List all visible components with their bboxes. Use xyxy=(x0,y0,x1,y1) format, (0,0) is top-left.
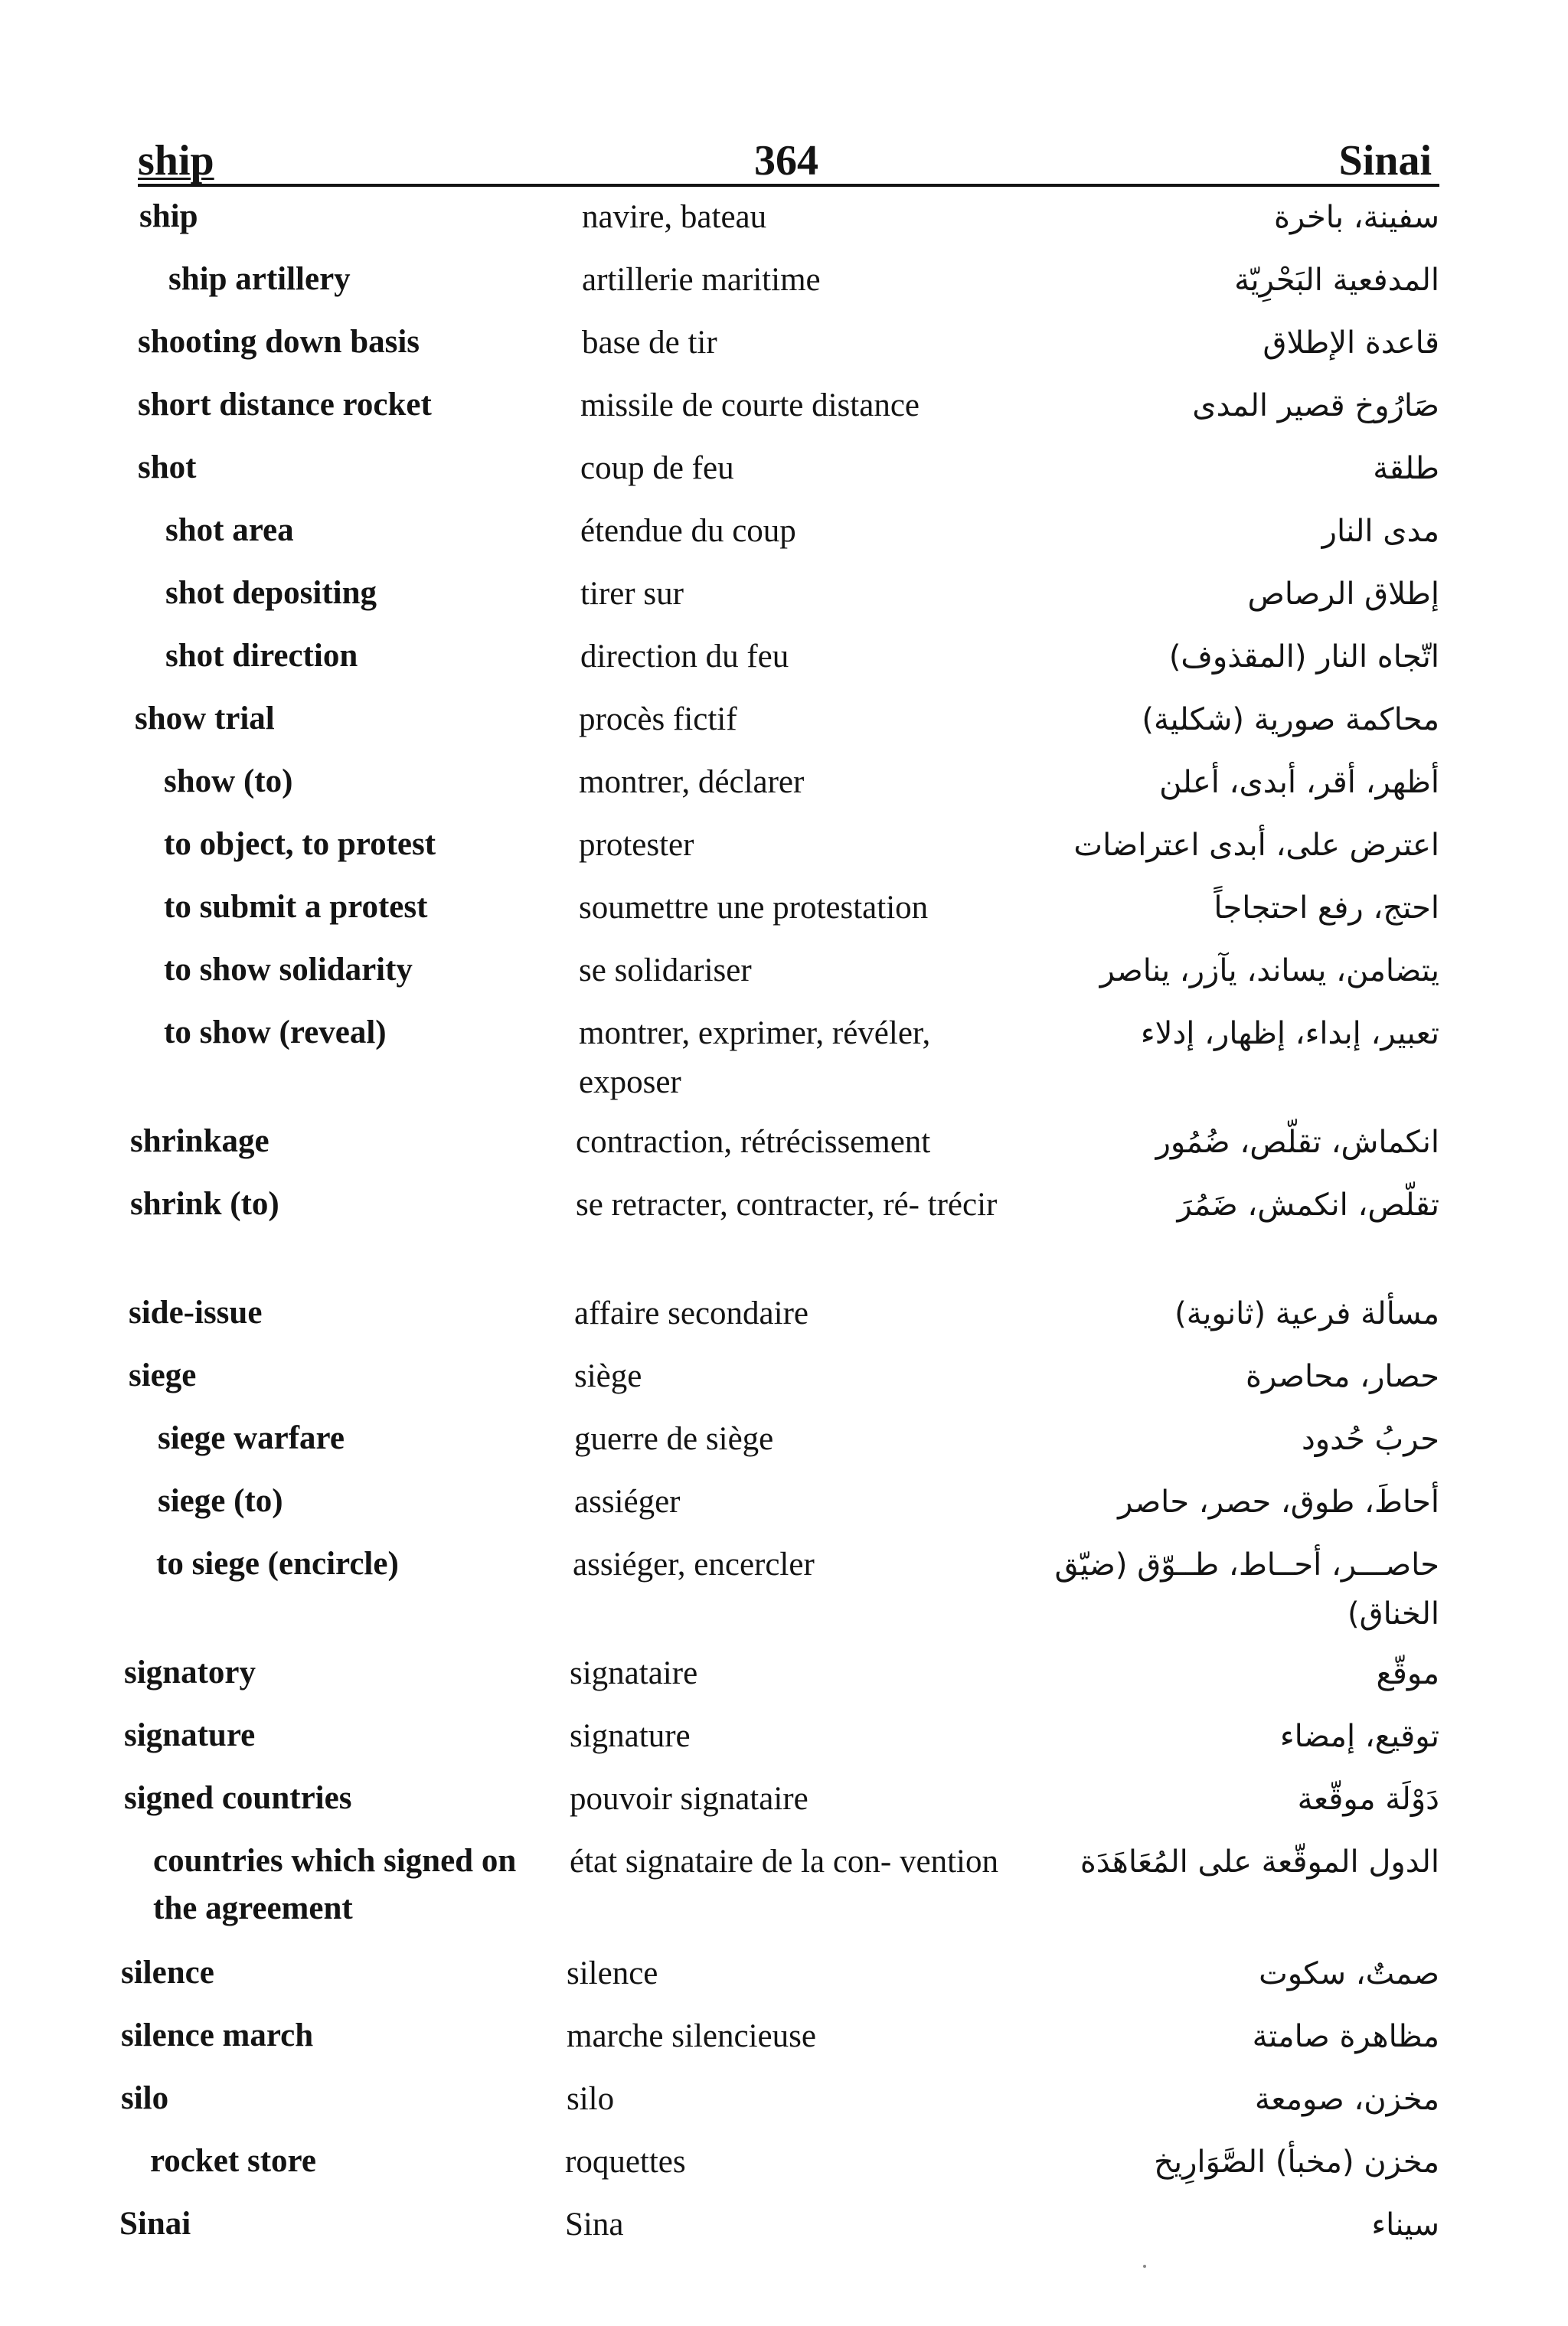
french-translation: pouvoir signataire xyxy=(570,1781,808,1817)
arabic-translation: انكماش، تقلّص، ضُمُور xyxy=(1155,1125,1439,1160)
english-term: silence xyxy=(121,1955,214,1991)
french-translation: étendue du coup xyxy=(580,513,796,549)
english-term: side-issue xyxy=(129,1295,263,1331)
arabic-translation: يتضامن، يساند، يآزر، يناصر xyxy=(1099,953,1439,988)
english-term: silence march xyxy=(121,2017,314,2053)
french-translation: signataire xyxy=(570,1655,698,1691)
french-translation: silence xyxy=(567,1955,658,1991)
english-term: ship artillery xyxy=(168,261,351,297)
entry-row xyxy=(0,1181,1568,1289)
english-term: to show solidarity xyxy=(164,952,413,988)
english-term: shot depositing xyxy=(165,575,377,611)
arabic-translation: مدى النار xyxy=(1321,514,1439,549)
entry-row xyxy=(0,507,1568,570)
entry-row xyxy=(0,444,1568,507)
arabic-translation: صَارُوخ قصير المدى xyxy=(1192,388,1439,423)
english-term: to siege (encircle) xyxy=(156,1546,399,1582)
english-term: signatory xyxy=(124,1655,256,1691)
entry-row xyxy=(0,1415,1568,1478)
french-translation: tirer sur xyxy=(580,576,684,612)
french-translation: guerre de siège xyxy=(574,1421,774,1457)
french-translation: protester xyxy=(579,827,694,863)
entry-list xyxy=(0,193,1568,2263)
arabic-translation: المدفعية البَحْرِيّة xyxy=(1234,263,1439,298)
entry-row xyxy=(0,1949,1568,2012)
entry-row xyxy=(0,319,1568,381)
french-translation: soumettre une protestation xyxy=(579,890,929,926)
entry-row xyxy=(0,1478,1568,1540)
english-term: show trial xyxy=(135,701,275,737)
english-term: siege warfare xyxy=(158,1420,345,1456)
french-translation: Sina xyxy=(565,2207,624,2243)
french-translation: missile de courte distance xyxy=(580,387,920,423)
english-term: rocket store xyxy=(150,2143,316,2179)
arabic-translation: أظهر، أقر، أبدى، أعلن xyxy=(1159,765,1439,800)
arabic-translation: طلقة xyxy=(1373,451,1439,486)
entry-row xyxy=(0,1649,1568,1712)
arabic-translation: أحاطَ، طوق، حصر، حاصر xyxy=(1118,1485,1439,1520)
arabic-translation: احتج، رفع احتجاجاً xyxy=(1214,890,1439,926)
entry-row xyxy=(0,2138,1568,2200)
entry-row xyxy=(0,1009,1568,1118)
entry-row xyxy=(0,1352,1568,1415)
header-first-headword: ship xyxy=(138,137,214,185)
english-term: to object, to protest xyxy=(164,826,436,862)
english-term: silo xyxy=(121,2080,169,2116)
french-translation: assiéger xyxy=(574,1484,681,1520)
scan-speck xyxy=(1143,2265,1146,2268)
french-translation: affaire secondaire xyxy=(574,1295,808,1331)
french-translation: artillerie maritime xyxy=(582,262,821,298)
entry-row xyxy=(0,695,1568,758)
english-term: short distance rocket xyxy=(138,387,432,423)
arabic-translation: قاعدة الإطلاق xyxy=(1263,325,1439,361)
french-translation: se retracter, contracter, ré- trécir xyxy=(576,1187,998,1223)
entry-row xyxy=(0,2075,1568,2138)
arabic-translation: اعترض على، أبدى اعتراضات xyxy=(1073,828,1439,863)
arabic-translation: سيناء xyxy=(1371,2207,1439,2243)
english-term: shrink (to) xyxy=(130,1186,279,1222)
arabic-translation: موقّع xyxy=(1376,1656,1439,1691)
arabic-translation: تقلّص، انكمش، ضَمُرَ xyxy=(1177,1188,1439,1223)
entry-row xyxy=(0,632,1568,695)
french-translation: navire, bateau xyxy=(582,199,767,235)
entry-row xyxy=(0,946,1568,1009)
french-translation: procès fictif xyxy=(579,701,737,737)
french-translation: assiéger, encercler xyxy=(573,1547,815,1583)
french-translation: état signataire de la con- vention xyxy=(570,1844,998,1880)
arabic-translation: توقيع، إمضاء xyxy=(1279,1719,1439,1754)
arabic-translation: محاكمة صورية (شكلية) xyxy=(1142,702,1439,737)
page-number: 364 xyxy=(754,137,818,185)
arabic-translation: مسألة فرعية (ثانوية) xyxy=(1174,1296,1439,1331)
entry-row xyxy=(0,884,1568,946)
english-term: countries which signed on the agreement xyxy=(153,1843,517,1926)
entry-row xyxy=(0,1838,1568,1949)
entry-row xyxy=(0,381,1568,444)
entry-row xyxy=(0,256,1568,319)
french-translation: base de tir xyxy=(582,325,717,361)
arabic-translation: مظاهرة صامتة xyxy=(1252,2019,1439,2054)
french-translation: silo xyxy=(567,2081,615,2117)
english-term: Sinai xyxy=(119,2206,191,2242)
french-translation: roquettes xyxy=(565,2144,686,2180)
entry-row xyxy=(0,193,1568,256)
entry-row xyxy=(0,570,1568,632)
french-translation: montrer, déclarer xyxy=(579,764,805,800)
entry-row xyxy=(0,2012,1568,2075)
arabic-translation: تعبير، إبداء، إظهار، إدلاء xyxy=(1140,1016,1439,1051)
french-translation: montrer, exprimer, révéler, exposer xyxy=(579,1015,931,1100)
english-term: to show (reveal) xyxy=(164,1014,387,1050)
entry-row xyxy=(0,1540,1568,1649)
entry-row xyxy=(0,1775,1568,1838)
entry-row xyxy=(0,821,1568,884)
entry-row xyxy=(0,758,1568,821)
french-translation: siège xyxy=(574,1358,642,1394)
english-term: siege xyxy=(129,1357,197,1393)
arabic-translation: حاصـــر، أحــاط، طــوّق (ضيّق الخناق) xyxy=(1054,1547,1439,1632)
french-translation: signature xyxy=(570,1718,691,1754)
arabic-translation: اتّجاه النار (المقذوف) xyxy=(1168,639,1439,675)
entry-row xyxy=(0,1289,1568,1352)
french-translation: coup de feu xyxy=(580,450,734,486)
english-term: shooting down basis xyxy=(138,324,420,360)
french-translation: direction du feu xyxy=(580,639,789,675)
header-last-headword: Sinai xyxy=(1338,137,1432,185)
english-term: shot xyxy=(138,449,197,485)
arabic-translation: سفينة، باخرة xyxy=(1273,200,1439,235)
english-term: shot direction xyxy=(165,638,358,674)
english-term: shrinkage xyxy=(130,1123,270,1159)
arabic-translation: دَوْلَة موقّعة xyxy=(1297,1782,1439,1817)
arabic-translation: صمتٌ، سكوت xyxy=(1259,1956,1439,1991)
english-term: shot area xyxy=(165,512,294,548)
french-translation: marche silencieuse xyxy=(567,2018,816,2054)
french-translation: contraction, rétrécissement xyxy=(576,1124,931,1160)
arabic-translation: إطلاق الرصاص xyxy=(1247,577,1439,612)
arabic-translation: مخزن، صومعة xyxy=(1254,2082,1439,2117)
english-term: siege (to) xyxy=(158,1483,283,1519)
entry-row xyxy=(0,1118,1568,1181)
english-term: ship xyxy=(139,198,198,234)
english-term: show (to) xyxy=(164,763,293,799)
arabic-translation: حربُ حُدود xyxy=(1301,1422,1439,1457)
english-term: signature xyxy=(124,1717,256,1753)
page-header xyxy=(138,126,1439,187)
arabic-translation: حصار، محاصرة xyxy=(1246,1359,1439,1394)
entry-row xyxy=(0,1712,1568,1775)
arabic-translation: مخزن (مخبأ) الصَّوَارِيخ xyxy=(1154,2145,1439,2180)
arabic-translation: الدول الموقّعة على المُعَاهَدَة xyxy=(1080,1844,1439,1880)
entry-row xyxy=(0,2200,1568,2263)
english-term: to submit a protest xyxy=(164,889,428,925)
french-translation: se solidariser xyxy=(579,952,752,988)
english-term: signed countries xyxy=(124,1780,352,1816)
